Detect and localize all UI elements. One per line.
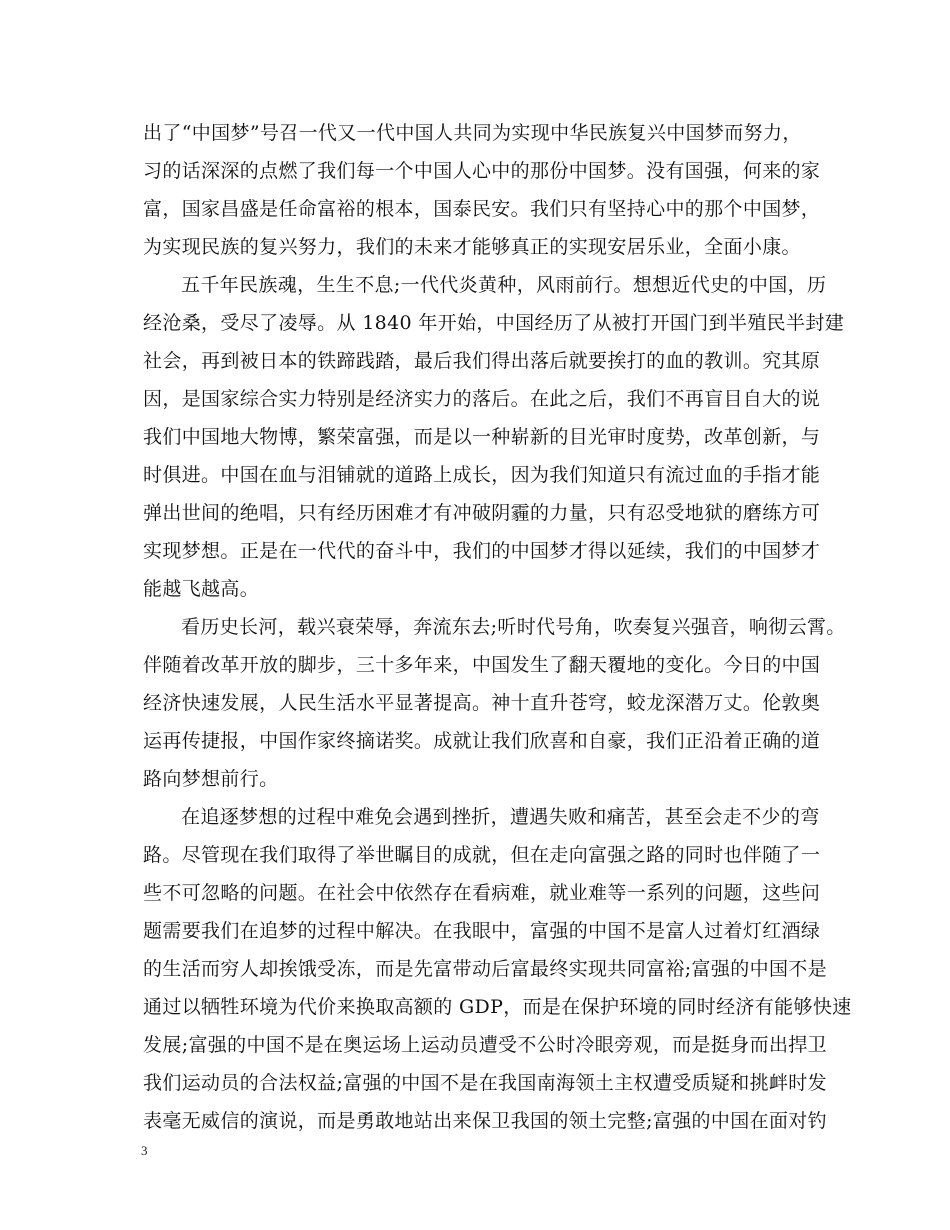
- paragraph-first-line: 看历史长河，载兴衰荣辱，奔流东去;听时代号角，吹奏复兴强音，响彻云霄。: [181, 616, 846, 638]
- text-line: 能越飞越高。: [143, 578, 260, 600]
- text-line: 发展;富强的中国不是在奥运场上运动员遭受不公时冷眼旁观，而是挺身而出捍卫: [143, 1034, 828, 1056]
- paragraph-first-line: 在追逐梦想的过程中难免会遇到挫折，遭遇失败和痛苦，甚至会走不少的弯: [181, 806, 820, 828]
- text-line: 经济快速发展，人民生活水平显著提高。神十直升苍穹，蛟龙深潜万丈。伦敦奥: [143, 692, 821, 714]
- text-line: 路。尽管现在我们取得了举世瞩目的成就，但在走向富强之路的同时也伴随了一: [143, 844, 821, 866]
- paragraph-first-line: 五千年民族魂，生生不息;一代代炎黄种，风雨前行。想想近代史的中国，历: [181, 274, 827, 296]
- text-line: 社会，再到被日本的铁蹄践踏，最后我们得出落后就要挨打的血的教训。究其原: [143, 350, 821, 372]
- text-line: 经沧桑，受尽了凌辱。从 1840 年开始，中国经历了从被打开国门到半殖民半封建: [143, 312, 845, 334]
- text-line: 路向梦想前行。: [143, 768, 279, 790]
- page-number: 3: [141, 1143, 148, 1158]
- text-line: 运再传捷报，中国作家终摘诺奖。成就让我们欣喜和自豪，我们正沿着正确的道: [143, 730, 821, 752]
- text-line: 时俱进。中国在血与泪铺就的道路上成长，因为我们知道只有流过血的手指才能: [143, 464, 821, 486]
- body-text: [143, 114, 852, 1140]
- text-line: 为实现民族的复兴努力，我们的未来才能够真正的实现安居乐业，全面小康。: [143, 236, 801, 258]
- text-line: 我们中国地大物博，繁荣富强，而是以一种崭新的目光审时度势，改革创新，与: [143, 426, 821, 448]
- text-line: 些不可忽略的问题。在社会中依然存在看病难，就业难等一系列的问题，这些问: [143, 882, 821, 904]
- text-line: 富，国家昌盛是任命富裕的根本，国泰民安。我们只有坚持心中的那个中国梦，: [143, 198, 821, 220]
- text-line: 通过以牺牲环境为代价来换取高额的 GDP，而是在保护环境的同时经济有能够快速: [143, 996, 852, 1018]
- text-line: 的生活而穷人却挨饿受冻，而是先富带动后富最终实现共同富裕;富强的中国不是: [143, 958, 828, 980]
- text-line: 弹出世间的绝唱，只有经历困难才有冲破阴霾的力量，只有忍受地狱的磨练方可: [143, 502, 821, 524]
- text-line: 出了“中国梦”号召一代又一代中国人共同为实现中华民族复兴中国梦而努力，: [143, 122, 802, 144]
- text-line: 表毫无威信的演说，而是勇敢地站出来保卫我国的领土完整;富强的中国在面对钓: [143, 1110, 828, 1132]
- text-line: 习的话深深的点燃了我们每一个中国人心中的那份中国梦。没有国强，何来的家: [143, 160, 821, 182]
- text-line: 我们运动员的合法权益;富强的中国不是在我国南海领土主权遭受质疑和挑衅时发: [143, 1072, 828, 1094]
- text-line: 实现梦想。正是在一代代的奋斗中，我们的中国梦才得以延续，我们的中国梦才: [143, 540, 821, 562]
- text-line: 因，是国家综合实力特别是经济实力的落后。在此之后，我们不再盲目自大的说: [143, 388, 821, 410]
- text-line: 题需要我们在追梦的过程中解决。在我眼中，富强的中国不是富人过着灯红酒绿: [143, 920, 821, 942]
- text-line: 伴随着改革开放的脚步，三十多年来，中国发生了翻天覆地的变化。今日的中国: [143, 654, 821, 676]
